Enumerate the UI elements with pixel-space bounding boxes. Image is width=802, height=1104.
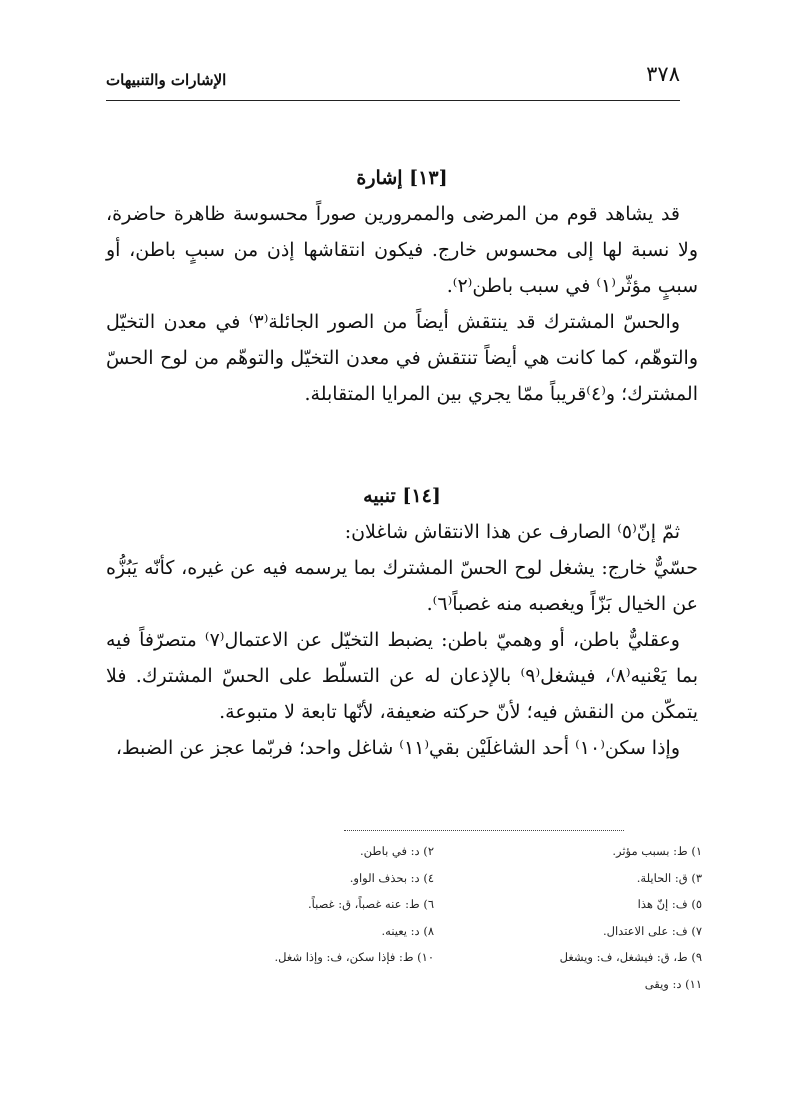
page-header [106, 62, 680, 101]
running-title: الإشارات والتنبيهات [106, 71, 227, 89]
footnote: ٣) ق: الحايلة. [636, 870, 702, 885]
section-heading: [١٣] إشارة [356, 167, 448, 189]
paragraph: وعقليٌّ باطن، أو وهميّ باطن: يضبط التخيّل عن الاعتمال⁽٧⁾ متصرّفاً فيه بما يَعْنيه⁽٨⁾، فيشغل⁽٩⁾ بالإذعان له عن التسلّط على الحسّ المشترك. فلا يتمكّن من النقش فيه؛ لأنّ حركته ضعيفة، لأنّها تابعة لا متبوعة. [106, 629, 699, 723]
footnote: ٥) ف: إنّ هذا [637, 897, 702, 911]
paragraph: وإذا سكن⁽١٠⁾ أحد الشاغلَيْن بقي⁽١١⁾ شاغل واحد؛ فربّما عجز عن الضبط، [115, 737, 680, 759]
footnote: ٤) د: بحذف الواو. [349, 870, 434, 885]
footnote: ٩) ط، ق: فيشغل، ف: ويشغل [559, 950, 702, 964]
footnote: ٢) د: في باطن. [360, 844, 434, 858]
footnote: ١) ط: بسبب مؤثر. [612, 844, 702, 858]
section-14 [106, 478, 698, 766]
footnote-divider [344, 830, 624, 831]
paragraph: حسّيٌّ خارج: يشغل لوح الحسّ المشترك بما يرسمه فيه عن غيره، كأنّه يَبُزُّه عن الخيال بَزّاً ويغصبه منه غصباً⁽٦⁾. [106, 557, 698, 615]
footnote: ٧) ف: على الاعتدال. [602, 923, 702, 938]
footnote: ٨) د: يعينه. [381, 923, 434, 938]
section-heading: [١٤] تنبيه [363, 485, 441, 507]
paragraph: قد يشاهد قوم من المرضى والممرورين صوراً محسوسة ظاهرة حاضرة، ولا نسبة لها إلى محسوس خارج. فيكون انتقاشها إذن من سببٍ باطن، أو سببٍ مؤثّر⁽١⁾ في سبب باطن⁽٢⁾. [106, 203, 698, 297]
paragraph: ثمّ إنّ⁽٥⁾ الصارف عن هذا الانتقاش شاغلان: [344, 521, 680, 543]
footnote: ٦) ط: عنه غصباً، ق: غصباً. [307, 897, 434, 911]
section-13 [106, 160, 698, 412]
footnote: ١١) د: ويقى [644, 976, 702, 991]
page-number: ٣٧٨ [646, 62, 680, 86]
footnote: ١٠) ط: فإذا سكن، ف: وإذا شغل. [274, 950, 434, 964]
footnotes [200, 838, 702, 997]
paragraph: والحسّ المشترك قد ينتقش أيضاً من الصور الجائلة⁽٣⁾ في معدن التخيّل والتوهّم، كما كانت هي أيضاً تنتقش في معدن التخيّل والتوهّم من لوح الحسّ المشترك؛ و⁽٤⁾قريباً ممّا يجري بين المرايا المتقابلة. [106, 311, 698, 405]
